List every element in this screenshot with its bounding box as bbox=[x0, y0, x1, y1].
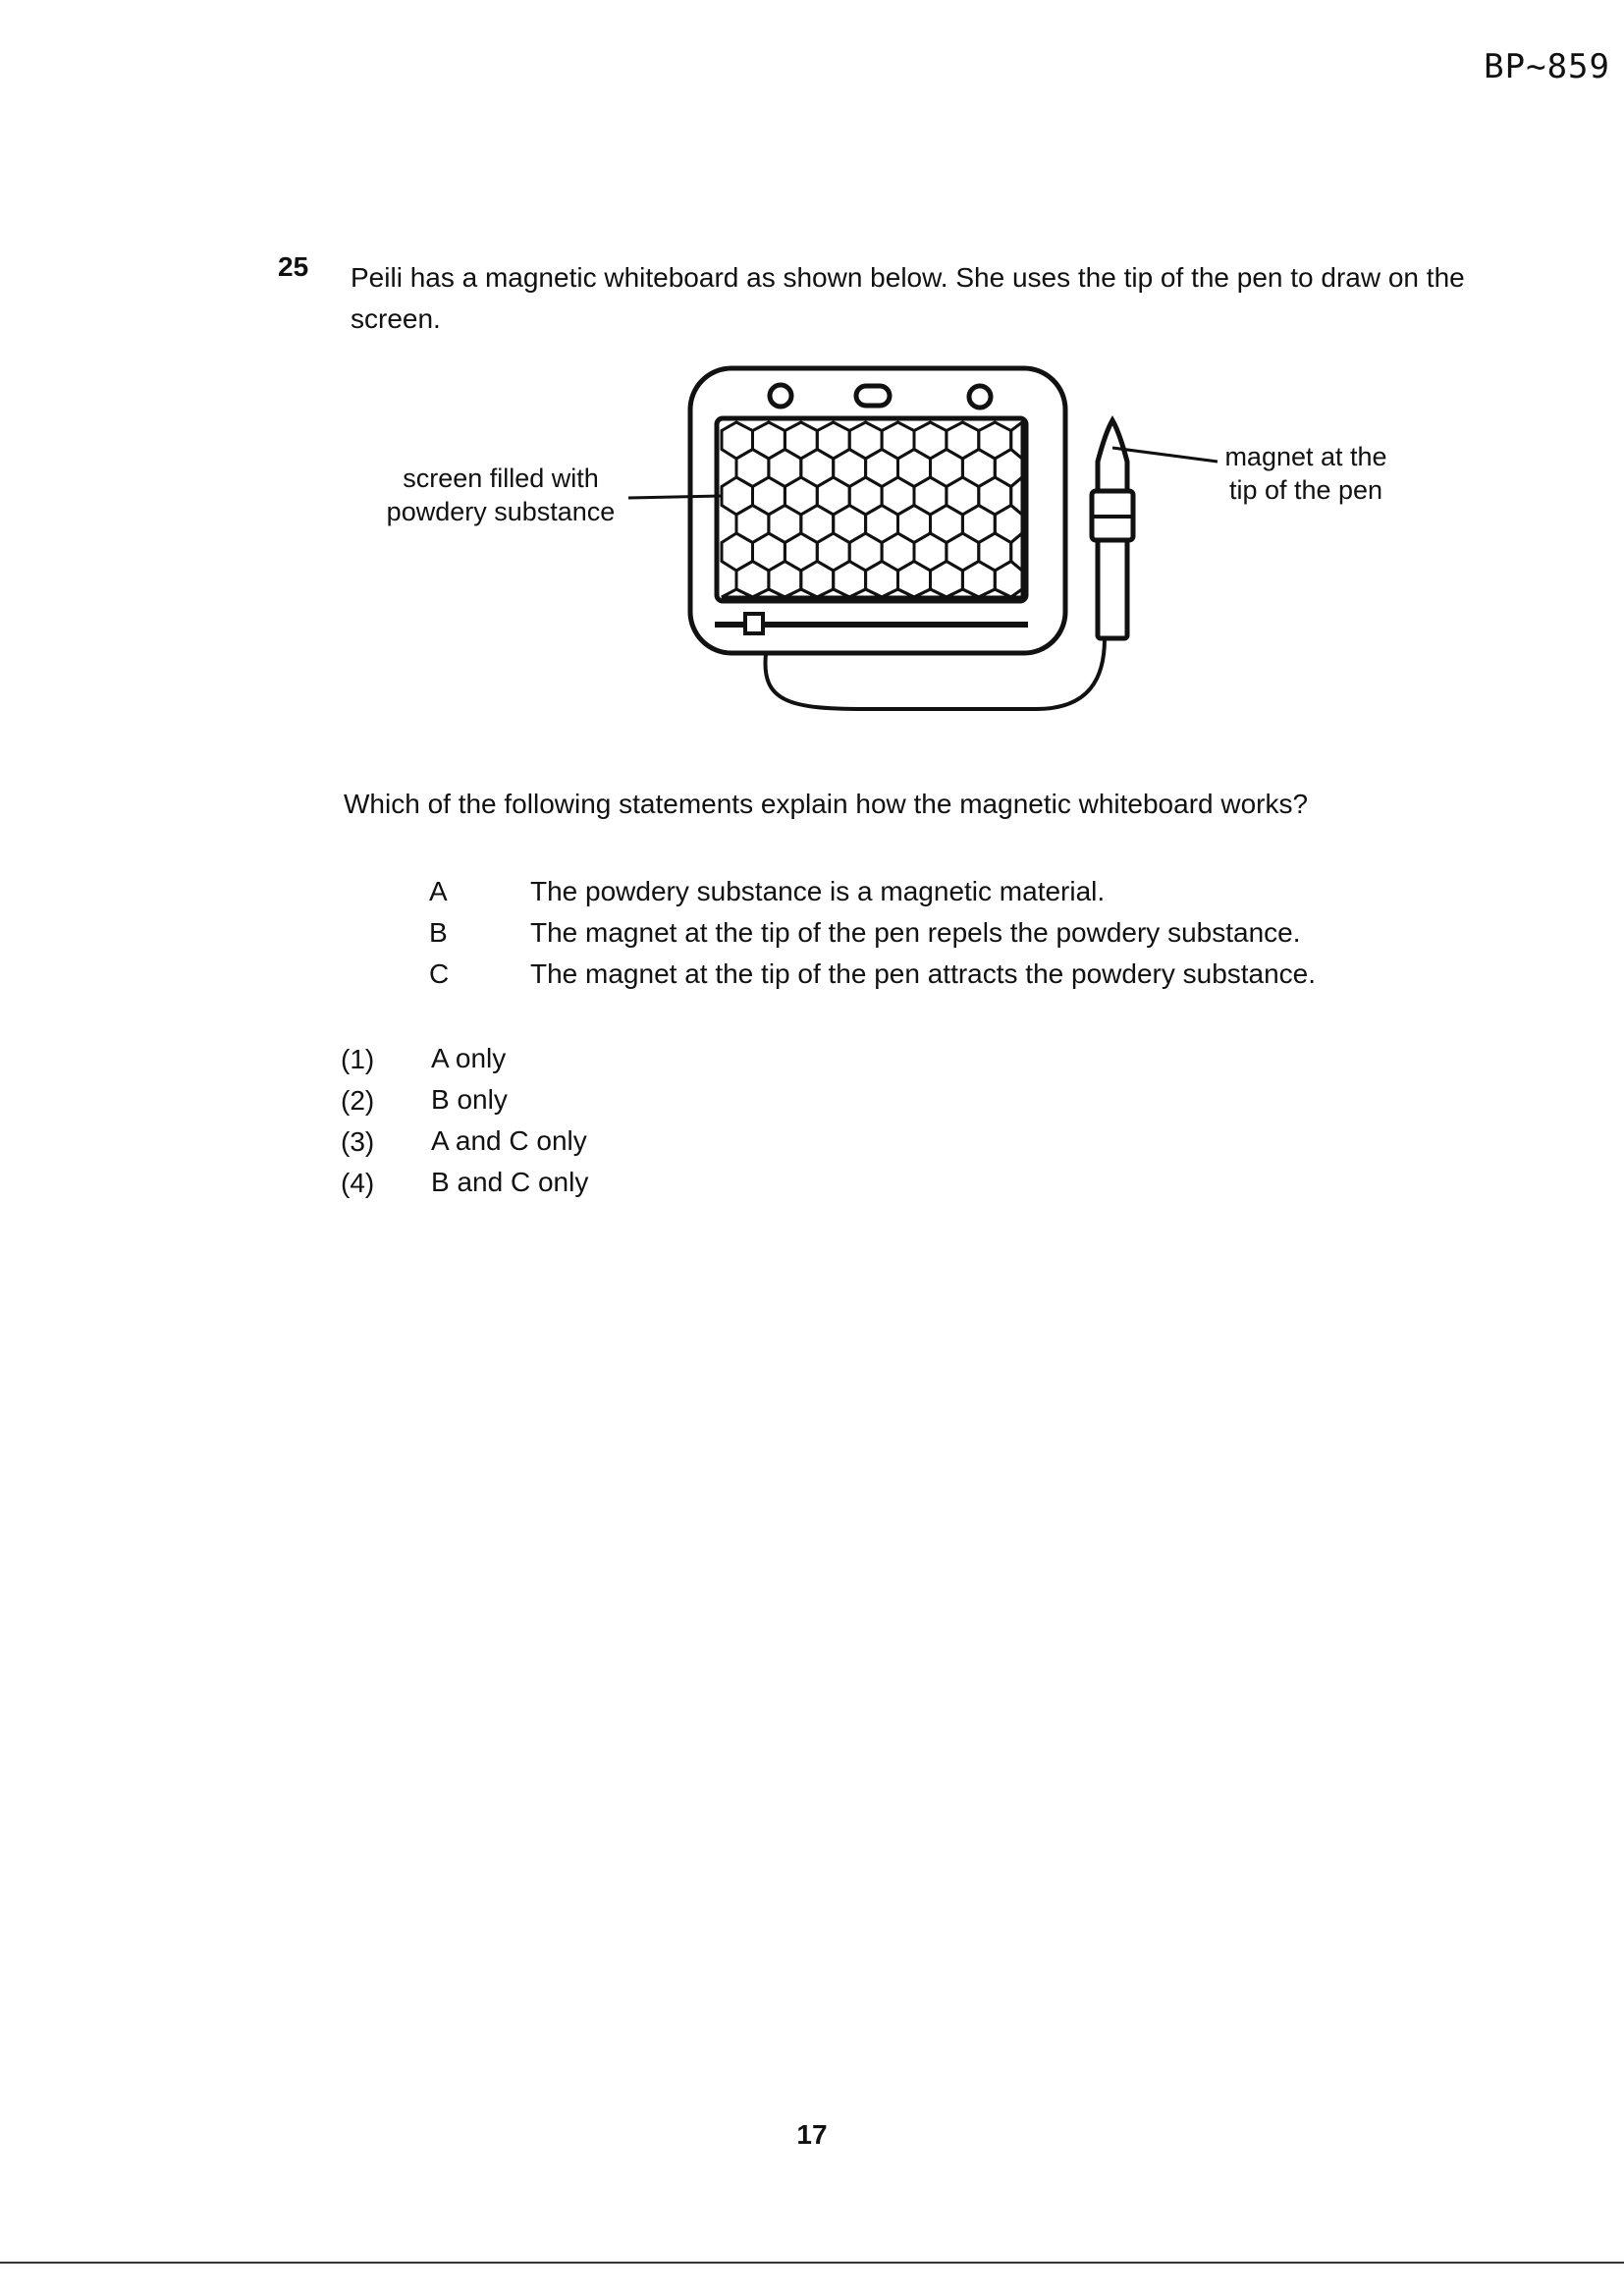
powder-hexagon bbox=[1011, 589, 1022, 597]
eraser-slider-knob bbox=[745, 614, 763, 633]
whiteboard-button-right bbox=[969, 386, 991, 408]
option-number-1: (1) bbox=[341, 1044, 375, 1074]
option-number-2: (2) bbox=[341, 1085, 375, 1116]
powder-hexagon-pattern bbox=[722, 422, 1022, 597]
option-number-4: (4) bbox=[341, 1168, 375, 1198]
powder-hexagon bbox=[914, 589, 947, 597]
option-text-2: B only bbox=[431, 1084, 508, 1115]
statement-text-a: The powdery substance is a magnetic material. bbox=[530, 876, 1106, 906]
paper-code: BP~859 bbox=[1484, 47, 1610, 86]
powder-hexagon bbox=[947, 589, 979, 597]
powder-hexagon bbox=[722, 589, 753, 597]
pen-barrel bbox=[1098, 540, 1127, 638]
whiteboard-button-left bbox=[770, 385, 791, 407]
page-number: 17 bbox=[796, 2119, 828, 2150]
whiteboard-button-middle bbox=[856, 386, 890, 406]
statement-letter-c: C bbox=[429, 958, 450, 989]
statement-text-b: The magnet at the tip of the pen repels the powdery substance. bbox=[530, 917, 1301, 948]
statement-letter-b: B bbox=[429, 917, 448, 948]
powder-hexagon bbox=[979, 589, 1011, 597]
powder-hexagon bbox=[817, 589, 849, 597]
pen-tip bbox=[1098, 420, 1127, 491]
question-prompt: Which of the following statements explain how the magnetic whiteboard works? bbox=[344, 789, 1309, 819]
option-text-1: A only bbox=[431, 1043, 507, 1073]
powder-hexagon bbox=[785, 589, 817, 597]
page-bottom-rule bbox=[0, 2262, 1624, 2264]
powder-hexagon bbox=[753, 589, 785, 597]
option-text-3: A and C only bbox=[431, 1125, 587, 1156]
statement-text-c: The magnet at the tip of the pen attracts the powdery substance. bbox=[530, 958, 1317, 989]
pen-cord bbox=[765, 638, 1105, 709]
option-number-3: (3) bbox=[341, 1126, 375, 1157]
label-magnet-pen: magnet at the tip of the pen bbox=[1224, 442, 1387, 505]
whiteboard-body bbox=[690, 368, 1065, 653]
statement-letter-a: A bbox=[429, 876, 448, 906]
powder-hexagon bbox=[849, 589, 882, 597]
label-screen-powder: screen filled with powdery substance bbox=[386, 464, 616, 526]
question-number: 25 bbox=[278, 251, 309, 282]
question-text: Peili has a magnetic whiteboard as shown below. She uses the tip of the pen to draw on the screen. bbox=[351, 262, 1465, 334]
powder-hexagon bbox=[882, 589, 914, 597]
option-text-4: B and C only bbox=[431, 1167, 589, 1197]
